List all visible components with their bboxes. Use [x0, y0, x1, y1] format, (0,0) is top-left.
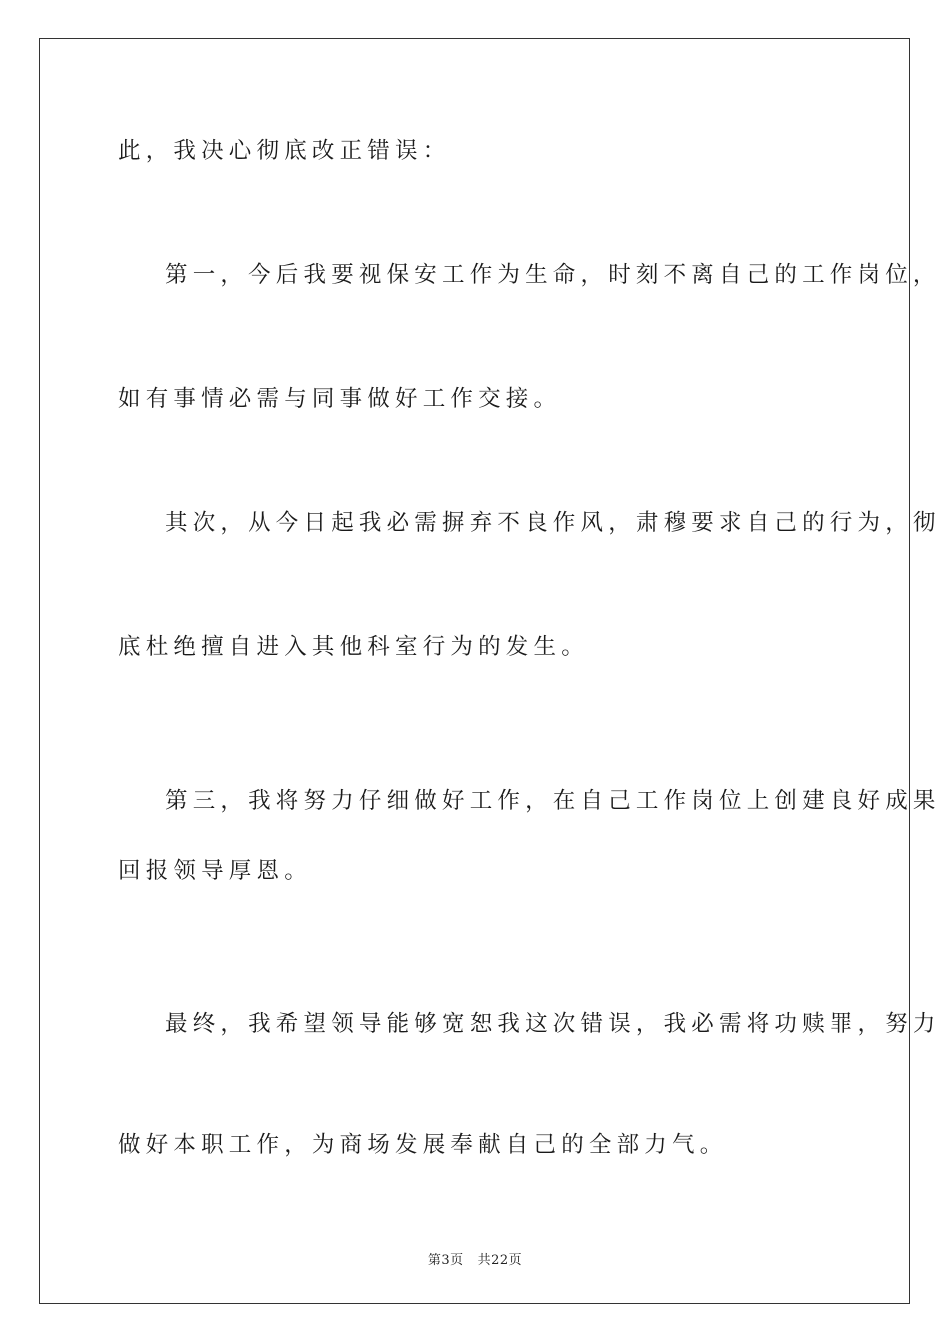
page-footer — [0, 1249, 950, 1268]
paragraph-line: 底杜绝擅自进入其他科室行为的发生。 — [118, 634, 589, 660]
page-border — [39, 38, 910, 1304]
paragraph-line: 第一，今后我要视保安工作为生命，时刻不离自己的工作岗位， — [165, 262, 941, 288]
total-pages: 共22页 — [477, 1253, 523, 1268]
paragraph-line: 回报领导厚恩。 — [118, 858, 312, 884]
paragraph-line: 第三，我将努力仔细做好工作，在自己工作岗位上创建良好成果 — [165, 788, 941, 814]
footer-spacer — [464, 1253, 478, 1268]
paragraph-line: 如有事情必需与同事做好工作交接。 — [118, 386, 562, 412]
page-number: 第3页 — [427, 1253, 464, 1268]
paragraph-line: 最终，我希望领导能够宽恕我这次错误，我必需将功赎罪，努力 — [165, 1011, 941, 1037]
paragraph-line: 其次，从今日起我必需摒弃不良作风，肃穆要求自己的行为，彻 — [165, 510, 941, 536]
paragraph-line: 做好本职工作，为商场发展奉献自己的全部力气。 — [118, 1132, 728, 1158]
paragraph-line: 此，我决心彻底改正错误： — [118, 138, 451, 164]
